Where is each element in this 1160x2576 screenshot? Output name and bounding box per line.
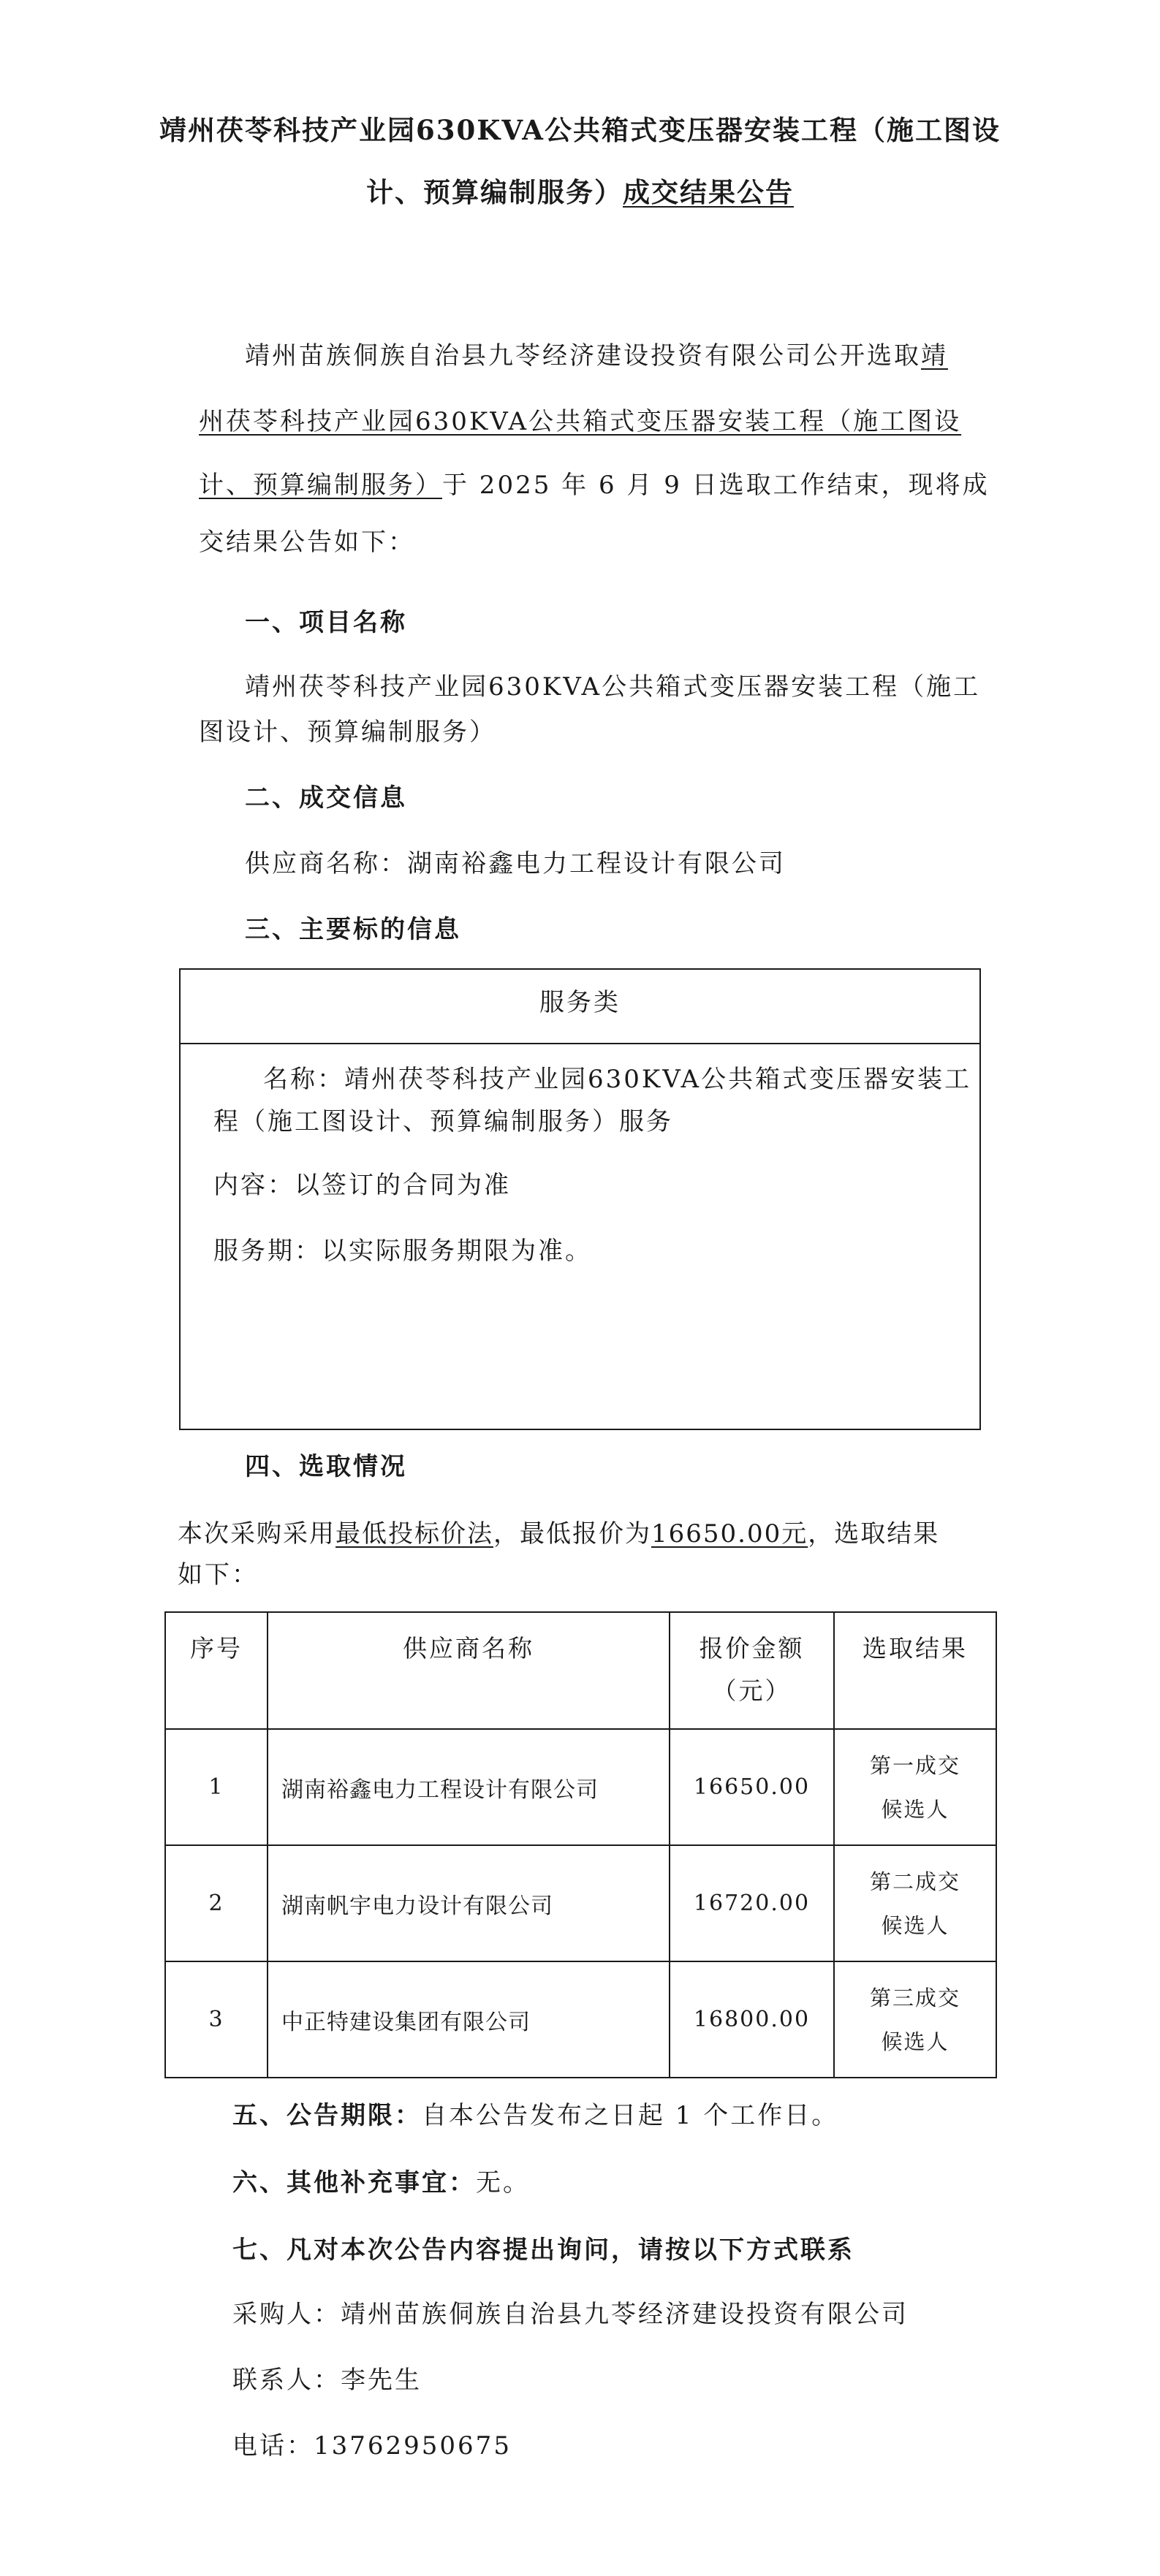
announcement-title-line-1: 靖州茯苓科技产业园630KVA公共箱式变压器安装工程（施工图设 — [159, 114, 1001, 146]
intro-line-1 — [245, 341, 948, 371]
row-result-line-1: 第三成交 — [869, 1985, 960, 2010]
subject-name-line-2: 程（施工图设计、预算编制服务）服务 — [213, 1107, 673, 1136]
section-5 — [232, 2103, 838, 2128]
row-no: 3 — [165, 1961, 268, 2078]
section-6 — [232, 2170, 530, 2195]
other-matters: 无。 — [476, 2168, 530, 2197]
phone-number: 电话：13762950675 — [232, 2431, 512, 2461]
table-row — [165, 1729, 996, 1845]
header-price-line-2: （元） — [712, 1676, 792, 1705]
intro-line-3 — [199, 473, 990, 498]
selection-summary-line-1 — [178, 1519, 940, 1549]
supplier-name: 供应商名称：湖南裕鑫电力工程设计有限公司 — [245, 849, 786, 878]
section-3-heading: 三、主要标的信息 — [245, 915, 461, 944]
title-line-2-underlined: 成交结果公告 — [623, 176, 794, 208]
row-result — [834, 1729, 996, 1845]
row-supplier: 湖南裕鑫电力工程设计有限公司 — [268, 1729, 670, 1845]
intro-line-1-underlined: 靖 — [921, 341, 948, 371]
project-name-line-1: 靖州茯苓科技产业园630KVA公共箱式变压器安装工程（施工 — [245, 672, 981, 702]
row-result-line-2: 候选人 — [881, 1796, 949, 1822]
selection-method: 最低投标价法 — [336, 1519, 493, 1549]
subject-period: 服务期：以实际服务期限为准。 — [213, 1236, 592, 1266]
announcement-period: 自本公告发布之日起 1 个工作日。 — [422, 2101, 839, 2130]
lowest-price: 16650.00元 — [651, 1519, 808, 1549]
intro-line-3-underlined: 计、预算编制服务） — [199, 471, 442, 500]
row-price: 16720.00 — [670, 1845, 834, 1961]
row-price: 16800.00 — [670, 1961, 834, 2078]
header-result: 选取结果 — [834, 1612, 996, 1729]
section-6-heading: 六、其他补充事宜： — [232, 2168, 476, 2197]
selection-results-table — [164, 1611, 997, 2078]
summary-text-a: 本次采购采用 — [178, 1519, 336, 1549]
section-2-heading: 二、成交信息 — [245, 783, 407, 813]
project-name-line-2: 图设计、预算编制服务） — [199, 718, 496, 747]
header-supplier: 供应商名称 — [268, 1612, 670, 1729]
subject-name-line-1: 名称：靖州茯苓科技产业园630KVA公共箱式变压器安装工 — [263, 1065, 972, 1094]
box-title: 服务类 — [539, 988, 621, 1017]
header-price-line-1: 报价金额 — [699, 1634, 805, 1663]
row-result-line-1: 第一成交 — [869, 1752, 960, 1778]
intro-line-4: 交结果公告如下： — [199, 528, 415, 557]
box-divider — [181, 1043, 979, 1044]
row-result — [834, 1845, 996, 1961]
row-supplier: 湖南帆宇电力设计有限公司 — [268, 1845, 670, 1961]
row-result-line-2: 候选人 — [881, 1912, 949, 1938]
contact-person: 联系人：李先生 — [232, 2366, 422, 2395]
row-no: 2 — [165, 1845, 268, 1961]
row-result-line-1: 第二成交 — [869, 1869, 960, 1894]
section-4-heading: 四、选取情况 — [245, 1452, 407, 1481]
intro-line-1-plain: 靖州苗族侗族自治县九苓经济建设投资有限公司公开选取 — [245, 341, 921, 371]
summary-text-c: ，选取结果 — [808, 1519, 940, 1549]
section-5-heading: 五、公告期限： — [232, 2101, 422, 2130]
intro-line-2: 州茯苓科技产业园630KVA公共箱式变压器安装工程（施工图设 — [199, 407, 962, 436]
row-result — [834, 1961, 996, 2078]
row-result-line-2: 候选人 — [881, 2029, 949, 2054]
table-row — [165, 1961, 996, 2078]
table-row — [165, 1845, 996, 1961]
subject-content: 内容：以签订的合同为准 — [213, 1171, 511, 1200]
table-header-row — [165, 1612, 996, 1729]
row-supplier: 中正特建设集团有限公司 — [268, 1961, 670, 2078]
section-7-heading: 七、凡对本次公告内容提出询问，请按以下方式联系 — [232, 2235, 854, 2265]
header-price — [670, 1612, 834, 1729]
header-no: 序号 — [165, 1612, 268, 1729]
row-price: 16650.00 — [670, 1729, 834, 1845]
summary-text-b: ，最低报价为 — [493, 1519, 651, 1549]
row-no: 1 — [165, 1729, 268, 1845]
section-1-heading: 一、项目名称 — [245, 608, 407, 637]
intro-line-3-plain: 于 2025 年 6 月 9 日选取工作结束，现将成 — [442, 471, 990, 500]
title-line-2-plain: 计、预算编制服务） — [366, 176, 623, 208]
purchaser: 采购人：靖州苗族侗族自治县九苓经济建设投资有限公司 — [232, 2300, 909, 2329]
selection-summary-line-2: 如下： — [178, 1560, 259, 1589]
announcement-title-line-2 — [0, 176, 1160, 208]
